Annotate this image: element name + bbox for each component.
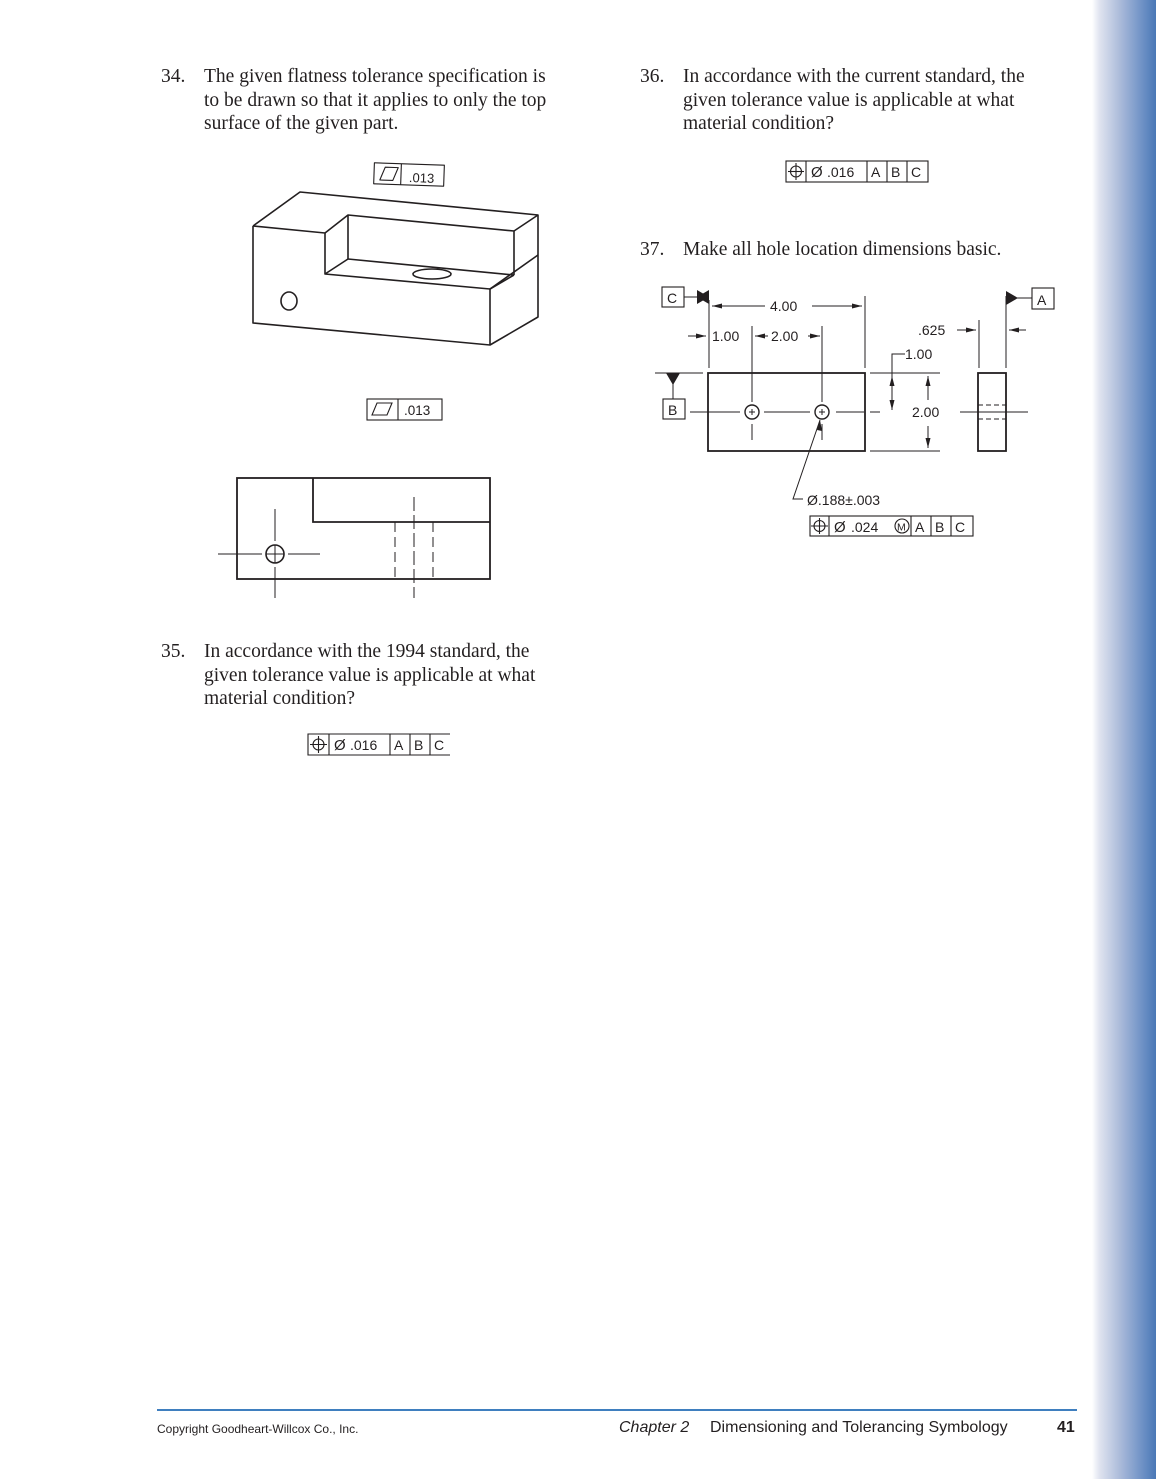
- question-line: In accordance with the current standard, the: [683, 66, 1025, 87]
- datum-ref-a: A: [871, 164, 881, 180]
- question-line: given tolerance value is applicable at what: [683, 89, 1015, 111]
- datum-ref-c: C: [955, 519, 966, 535]
- position-fcf-36: [786, 161, 928, 182]
- hole-size-callout: Ø.188±.003: [807, 492, 881, 508]
- question-text: [204, 640, 535, 711]
- dim-hole-spacing: 2.00: [771, 328, 799, 344]
- datum-ref-a: A: [394, 737, 404, 753]
- question-text: [683, 238, 1001, 262]
- datum-ref-c: C: [434, 737, 445, 753]
- diameter-symbol: Ø: [811, 164, 823, 181]
- datum-ref-a: A: [915, 519, 925, 535]
- datum-ref-b: B: [935, 519, 945, 535]
- question-line: surface of the given part.: [204, 113, 399, 135]
- mmc-modifier-icon: M: [897, 521, 906, 534]
- question-37: [640, 238, 1090, 262]
- fcf-tolerance: .016: [350, 737, 378, 753]
- question-line: to be drawn so that it applies to only the top: [204, 89, 547, 111]
- page-number: 41: [1057, 1419, 1075, 1436]
- dim-hole-height: 1.00: [905, 346, 933, 362]
- dim-overall-height: 2.00: [912, 404, 940, 420]
- question-line: material condition?: [204, 688, 356, 710]
- diameter-symbol: Ø: [334, 737, 346, 754]
- chapter-title: Dimensioning and Tolerancing Symbology: [710, 1419, 1008, 1436]
- datum-ref-b: B: [891, 164, 901, 180]
- question-number: 35.: [161, 641, 186, 662]
- fcf-tolerance: .024: [851, 519, 879, 535]
- question-text: [683, 65, 1025, 136]
- question-line: material condition?: [683, 113, 835, 135]
- question-line: In accordance with the 1994 standard, the: [204, 641, 530, 662]
- question-35: [161, 640, 611, 712]
- datum-label-a: A: [1037, 292, 1047, 308]
- flatness-tolerance-iso: .013: [408, 170, 435, 186]
- question-36: [640, 65, 1090, 137]
- question-number: 34.: [161, 66, 186, 87]
- datum-label-c: C: [667, 290, 678, 306]
- footer-divider: [157, 1409, 1077, 1411]
- dim-first-hole: 1.00: [712, 328, 740, 344]
- question-number: 37.: [640, 239, 665, 260]
- copyright-notice: Copyright Goodheart-Willcox Co., Inc.: [157, 1422, 359, 1436]
- flatness-tolerance-ortho: .013: [404, 403, 431, 418]
- diameter-symbol: Ø: [834, 519, 846, 536]
- dim-overall-width: 4.00: [770, 298, 798, 314]
- fcf-tolerance: .016: [827, 164, 855, 180]
- position-fcf-35: [308, 734, 450, 755]
- dim-thickness: .625: [918, 322, 946, 338]
- datum-ref-b: B: [414, 737, 424, 753]
- datum-label-b: B: [668, 402, 678, 418]
- datum-ref-c: C: [911, 164, 922, 180]
- question-line: The given flatness tolerance specification is: [204, 66, 546, 87]
- question-line: given tolerance value is applicable at what: [204, 664, 536, 686]
- hole-plate-drawing: [655, 287, 1054, 499]
- question-number: 36.: [640, 66, 665, 87]
- question-line: Make all hole location dimensions basic.: [683, 239, 1002, 260]
- chapter-label: Chapter 2: [619, 1419, 690, 1436]
